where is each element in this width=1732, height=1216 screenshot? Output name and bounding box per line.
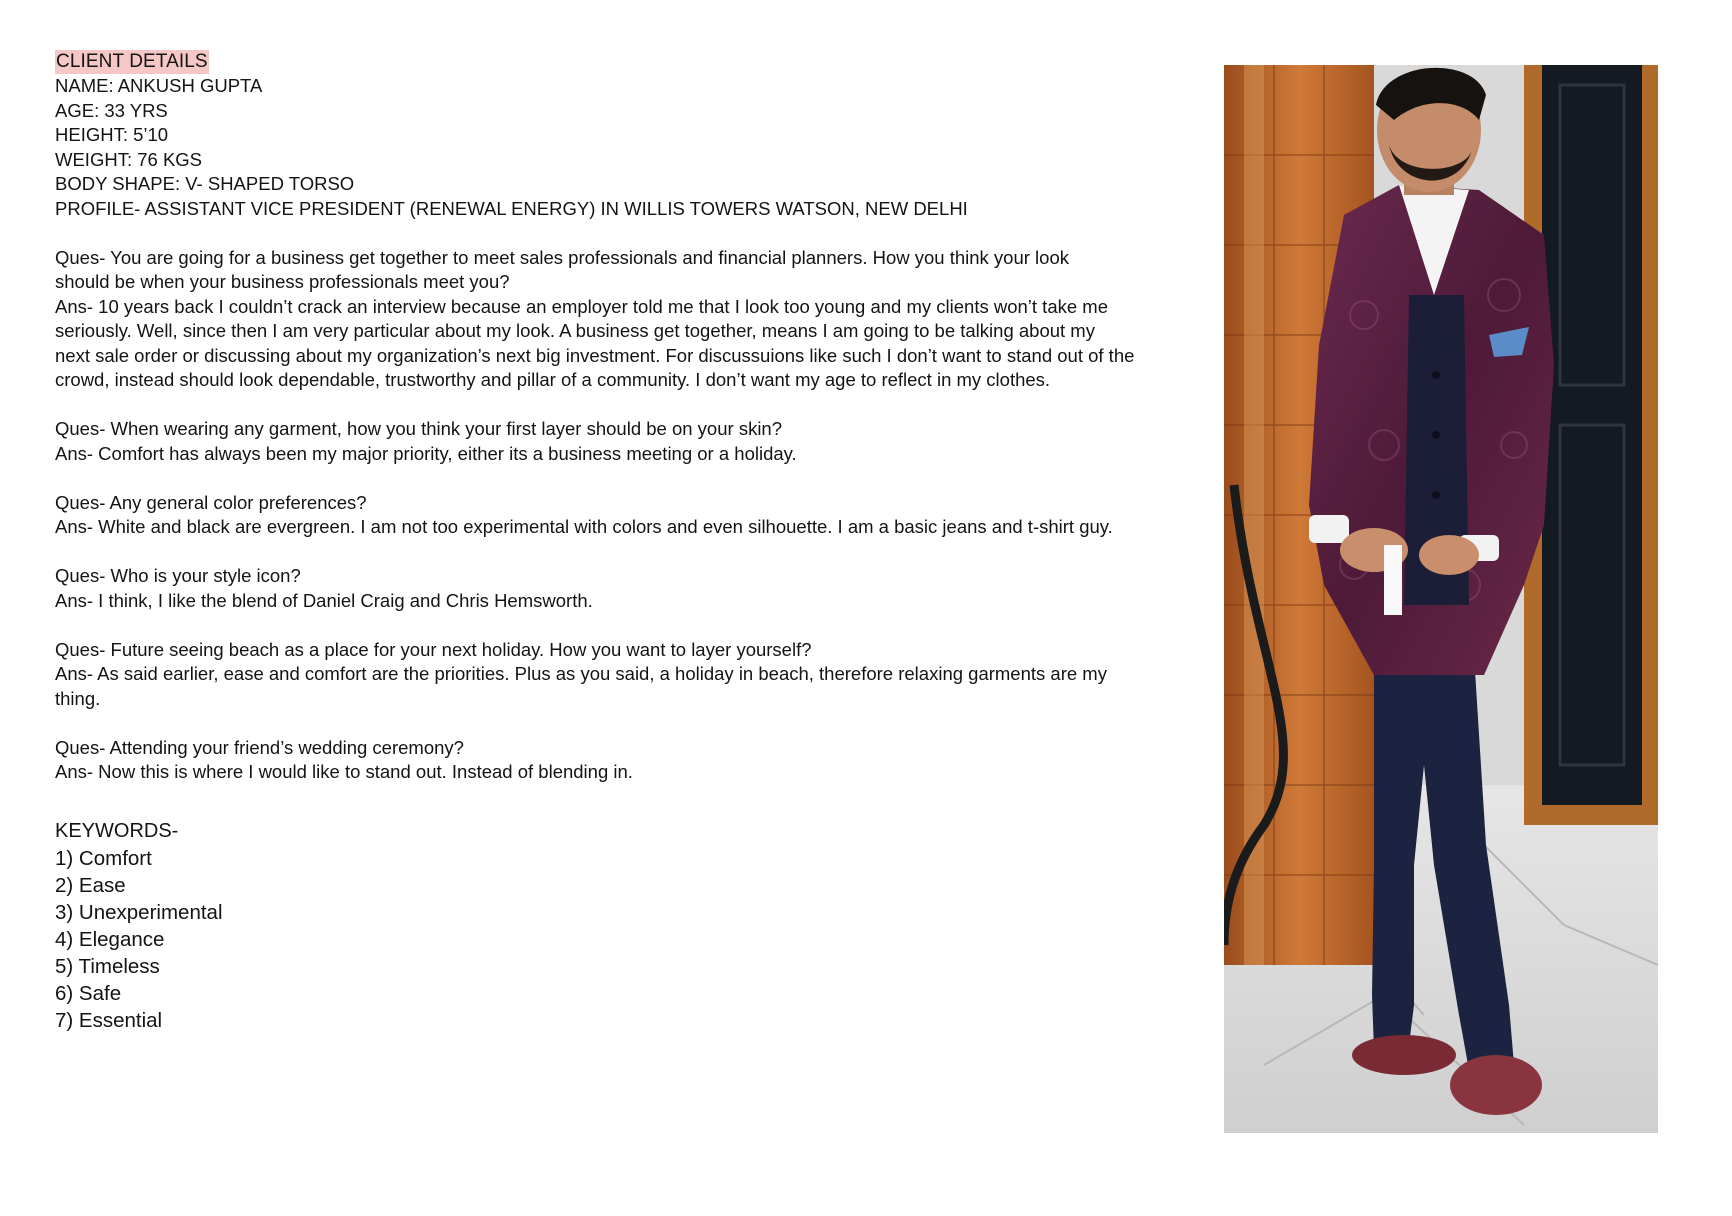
- answer-line: Ans- White and black are evergreen. I am not too experimental with colors and even silhouette. I am a basic jeans and t-shirt guy.: [55, 516, 1113, 537]
- price-tag: [1384, 545, 1402, 615]
- right-hand: [1419, 535, 1479, 575]
- keywords-title: KEYWORDS-: [55, 819, 179, 842]
- keyword-item: 4) Elegance: [55, 927, 165, 951]
- answer-line: next sale order or discussing about my organization’s next big investment. For discussuions like such I don’t want to stand out of the: [55, 344, 1135, 366]
- client-profile: PROFILE- ASSISTANT VICE PRESIDENT (RENEWAL ENERGY) IN WILLIS TOWERS WATSON, NEW DELHI: [55, 197, 968, 219]
- answer-line: thing.: [55, 687, 101, 709]
- answer-line: Ans- As said earlier, ease and comfort are the priorities. Plus as you said, a holiday in beach, therefore relaxing garments are my: [55, 663, 1107, 684]
- client-details-list: [55, 74, 1185, 221]
- keyword-item: 3) Unexperimental: [55, 900, 223, 924]
- client-photo-illustration: [1224, 65, 1658, 1133]
- left-shoe: [1352, 1035, 1456, 1075]
- answer-line: Ans- Now this is where I would like to stand out. Instead of blending in.: [55, 761, 633, 782]
- client-body-shape: BODY SHAPE: V- SHAPED TORSO: [55, 173, 355, 194]
- client-photo: [1224, 65, 1658, 1133]
- keyword-item: 2) Ease: [55, 873, 126, 897]
- keyword-item: 1) Comfort: [55, 846, 152, 870]
- right-shoe: [1450, 1055, 1542, 1115]
- client-weight: WEIGHT: 76 KGS: [55, 148, 203, 170]
- answer-line: Ans- I think, I like the blend of Daniel Craig and Chris Hemsworth.: [55, 589, 593, 611]
- client-name: NAME: ANKUSH GUPTA: [55, 75, 263, 96]
- question-line: Ques- Who is your style icon?: [55, 565, 301, 586]
- keyword-item: 5) Timeless: [55, 954, 160, 978]
- answer-line: crowd, instead should look dependable, trustworthy and pillar of a community. I don’t want my age to reflect in my clothes.: [55, 369, 1051, 390]
- question-line: Ques- Any general color preferences?: [55, 491, 367, 513]
- answer-line: Ans- Comfort has always been my major priority, either its a business meeting or a holiday.: [55, 442, 797, 464]
- answer-line: Ans- 10 years back I couldn’t crack an interview because an employer told me that I look too young and my clients won’t take me: [55, 295, 1108, 317]
- question-line: Ques- You are going for a business get together to meet sales professionals and financial planners. How you think your look: [55, 246, 1069, 268]
- client-age: AGE: 33 YRS: [55, 99, 168, 121]
- question-line: Ques- Future seeing beach as a place for your next holiday. How you want to layer yourself?: [55, 638, 812, 660]
- client-details-heading: CLIENT DETAILS: [56, 51, 208, 72]
- qa-block-color: [55, 491, 1185, 540]
- qa-block-first-layer: [55, 417, 1185, 466]
- qa-block-style-icon: [55, 564, 1185, 613]
- client-height: HEIGHT: 5’10: [55, 124, 169, 145]
- black-door: [1542, 65, 1642, 805]
- question-line: Ques- Attending your friend’s wedding ceremony?: [55, 736, 464, 758]
- client-brief: [55, 50, 1185, 1034]
- question-line: should be when your business professionals meet you?: [55, 271, 510, 292]
- qa-block-wedding: [55, 736, 1185, 785]
- keyword-item: 7) Essential: [55, 1008, 163, 1032]
- keyword-item: 6) Safe: [55, 981, 122, 1005]
- keywords-list: [55, 845, 1185, 1034]
- qa-block-beach: [55, 638, 1185, 712]
- answer-line: seriously. Well, since then I am very particular about my look. A business get together, means I am going to be talking about my: [55, 320, 1095, 341]
- qa-block-business: [55, 246, 1185, 393]
- question-line: Ques- When wearing any garment, how you think your first layer should be on your skin?: [55, 418, 783, 439]
- left-cuff: [1309, 515, 1349, 543]
